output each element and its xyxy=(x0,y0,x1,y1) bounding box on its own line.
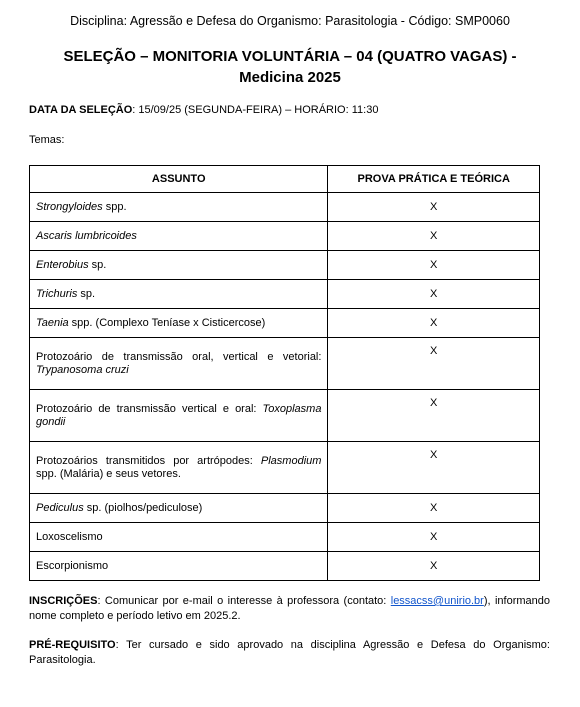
table-row xyxy=(30,390,540,442)
subject-scientific-name: Pediculus xyxy=(36,501,84,514)
mark-cell: X xyxy=(328,309,540,338)
subject-cell xyxy=(30,442,328,494)
temas-label: Temas: xyxy=(29,134,65,146)
subject-cell xyxy=(30,222,328,251)
mark-cell: X xyxy=(328,251,540,280)
subject-scientific-name: Plasmodium xyxy=(260,454,322,467)
inscricoes-text: : Comunicar por e-mail o interesse à professora (contato: xyxy=(97,595,391,607)
header-assunto: ASSUNTO xyxy=(30,166,328,193)
title-line-2: Medicina 2025 xyxy=(239,69,341,86)
page-title xyxy=(30,46,550,88)
table-row xyxy=(30,193,540,222)
subject-text: Protozoário de transmissão oral, vertical e vetorial: xyxy=(36,350,322,363)
table-row xyxy=(30,338,540,390)
selection-date-value: : 15/09/25 (SEGUNDA-FEIRA) – HORÁRIO: 11:30 xyxy=(132,104,379,116)
mark-cell: X xyxy=(328,338,540,390)
table-header-row xyxy=(30,166,540,193)
subject-text: sp. (piolhos/pediculose) xyxy=(83,501,203,514)
mark-cell: X xyxy=(328,442,540,494)
discipline-line: Disciplina: Agressão e Defesa do Organismo: Parasitologia - Código: SMP0060 xyxy=(70,14,510,28)
subjects-table xyxy=(29,165,540,581)
subject-cell xyxy=(30,280,328,309)
title-line-1: SELEÇÃO – MONITORIA VOLUNTÁRIA – 04 (QUATRO VAGAS) - xyxy=(63,48,517,65)
prerequisito-paragraph xyxy=(29,638,550,668)
selection-date xyxy=(29,104,378,116)
prerequisito-label: PRÉ-REQUISITO xyxy=(29,639,116,651)
mark-cell: X xyxy=(328,552,540,581)
subject-scientific-name: Ascaris lumbricoides xyxy=(36,229,137,242)
subject-text: Protozoário de transmissão vertical e oral: xyxy=(36,402,263,415)
table-row xyxy=(30,251,540,280)
subject-text: sp. xyxy=(88,258,107,271)
inscricoes-paragraph xyxy=(29,594,550,624)
subject-scientific-name: Taenia xyxy=(36,316,69,329)
mark-cell: X xyxy=(328,280,540,309)
mark-cell: X xyxy=(328,193,540,222)
table-row xyxy=(30,494,540,523)
mark-cell: X xyxy=(328,494,540,523)
table-row xyxy=(30,523,540,552)
table-row xyxy=(30,222,540,251)
table-row xyxy=(30,442,540,494)
selection-date-label: DATA DA SELEÇÃO xyxy=(29,104,133,116)
subject-text: sp. xyxy=(77,287,96,300)
subject-cell xyxy=(30,193,328,222)
mark-cell: X xyxy=(328,390,540,442)
subject-cell xyxy=(30,309,328,338)
subject-text: Protozoários transmitidos por artrópodes: xyxy=(36,454,261,467)
subject-scientific-name: Enterobius xyxy=(36,258,89,271)
subject-text: spp. (Complexo Teníase x Cisticercose) xyxy=(68,316,266,329)
mark-cell: X xyxy=(328,222,540,251)
subject-text: Loxoscelismo xyxy=(36,530,103,543)
mark-cell: X xyxy=(328,523,540,552)
table-row xyxy=(30,552,540,581)
subject-cell xyxy=(30,390,328,442)
subject-cell xyxy=(30,523,328,552)
subject-cell xyxy=(30,494,328,523)
subject-scientific-name: Toxoplasma gondii xyxy=(36,402,322,428)
subject-scientific-name: Strongyloides xyxy=(36,200,103,213)
subject-scientific-name: Trichuris xyxy=(36,287,78,300)
subject-text-suffix: spp. (Malária) e seus vetores. xyxy=(36,467,181,480)
subject-text: Escorpionismo xyxy=(36,559,109,572)
inscricoes-text-after: ), informando nome completo e período letivo em 2025.2. xyxy=(29,595,550,622)
subject-cell xyxy=(30,251,328,280)
subject-cell xyxy=(30,338,328,390)
header-prova: PROVA PRÁTICA E TEÓRICA xyxy=(328,166,540,193)
contact-email-link[interactable]: lessacss@unirio.br xyxy=(390,595,484,607)
subject-scientific-name: Trypanosoma cruzi xyxy=(36,363,129,376)
subject-cell xyxy=(30,552,328,581)
subject-text: spp. xyxy=(102,200,127,213)
prerequisito-text: : Ter cursado e sido aprovado na disciplina Agressão e Defesa do Organismo: Parasitologia. xyxy=(29,639,550,666)
table-row xyxy=(30,309,540,338)
inscricoes-label: INSCRIÇÕES xyxy=(29,595,98,607)
table-row xyxy=(30,280,540,309)
